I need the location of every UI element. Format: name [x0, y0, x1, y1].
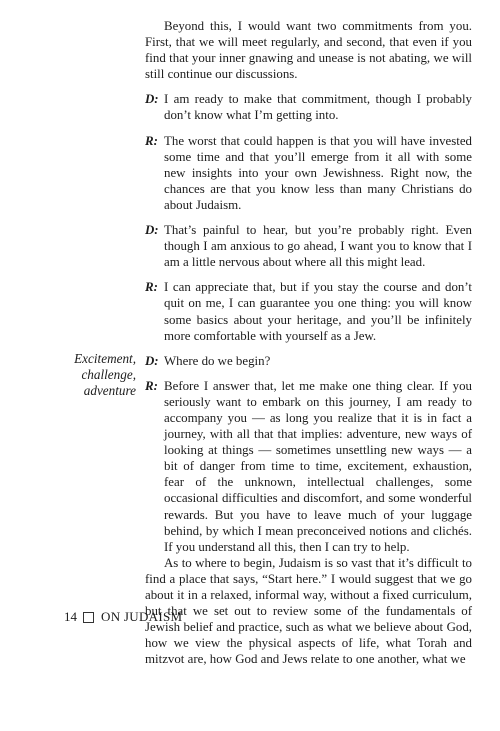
speaker-label: R: [145, 280, 158, 295]
speaker-label: D: [145, 92, 159, 107]
speaker-label: R: [145, 133, 158, 148]
speaker-label: R: [145, 378, 158, 393]
dialogue-text: I can appreciate that, but if you stay the course and don’t quit on me, I can guarantee you one thing: you will know some basics about your heritage, and you’ll be infinitely more comfortable with yourself as a Jew. [164, 280, 472, 343]
speaker-label: D: [145, 223, 159, 238]
margin-note-line: challenge, [81, 367, 136, 383]
dialogue-d-ready [145, 91, 472, 123]
dialogue-r-journey [145, 378, 472, 555]
dialogue-r-appreciate [145, 279, 472, 343]
margin-note-line: adventure [83, 383, 136, 399]
body-text [145, 18, 472, 667]
dialogue-text: The worst that could happen is that you will have invested some time and that you’ll emerge from it all with some new insights into your own Jewishness. Right now, the chances are that you know less than many Christians do about Judaism. [164, 133, 472, 212]
margin-note-line: Excitement, [74, 351, 136, 366]
paragraph-commitments: Beyond this, I would want two commitments from you. First, that we will meet regularly, and second, that even if you find that your inner gnawing and unease is not abating, we will still continue our discussions. [145, 19, 472, 82]
running-title: ON JUDAISM [101, 609, 183, 624]
dialogue-text: I am ready to make that commitment, though I probably don’t know what I’m getting into. [164, 92, 472, 123]
dialogue-text: Before I answer that, let me make one thing clear. If you seriously want to embark on this journey, I am ready to accompany you — as long you realize that it is in fact a journey, with all that that implies: adventure, new ways of looking at things — sometimes unsettling new ways — a bit of danger from time to time, excitement, exhaustion, fear of the unknown, intellectual challenges, some occasional difficulties and discomfort, and some wonderful rewards. But you have to leave much of your luggage behind, by which I mean preconceived notions and clichés. If you understand all this, then I can try to help. [164, 378, 472, 554]
dialogue-d-where [145, 353, 472, 369]
dialogue-r-worst [145, 133, 472, 213]
dialogue-text: Where do we begin? [164, 353, 271, 368]
separator-box-icon [83, 612, 94, 623]
dialogue-text: That’s painful to hear, but you’re probably right. Even though I am anxious to go ahead, I want you to know that I am a little nervous about where all this might lead. [164, 223, 472, 270]
page-number: 14 [64, 609, 77, 624]
margin-note [58, 351, 136, 399]
dialogue-d-painful [145, 222, 472, 270]
paragraph-where-to-begin: As to where to begin, Judaism is so vast that it’s difficult to find a place that says, “Start here.” I would suggest that we go about it in a relaxed, informal way, without a fixed curriculum, but that we set out to review some of the fundamentals of Jewish belief and practice, such as what we believe about God, how we view the physical aspects of life, what Torah and mitzvot are, how God and Jews relate to one another, what we [145, 555, 472, 667]
speaker-label: D: [145, 353, 159, 368]
page-footer [64, 609, 182, 625]
